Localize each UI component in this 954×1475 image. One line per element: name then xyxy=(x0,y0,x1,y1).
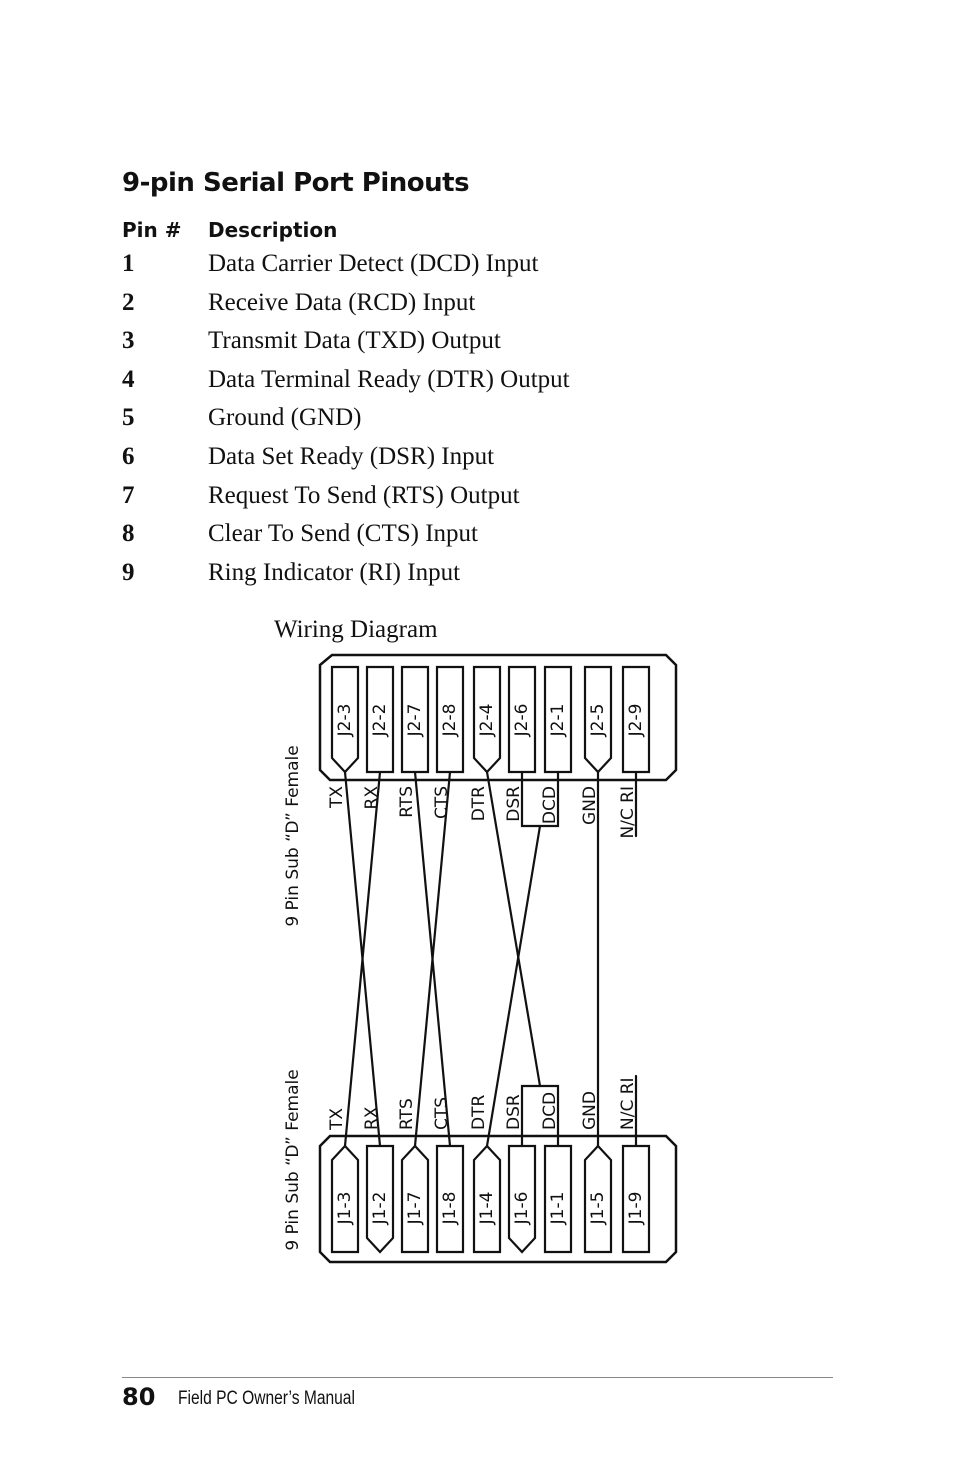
wiring-diagram xyxy=(270,645,690,1275)
top-signal-label: N/C RI xyxy=(618,786,638,839)
bottom-signal-label: DTR xyxy=(469,1094,489,1130)
pin-number: 9 xyxy=(122,558,135,586)
bottom-pin-label: J1-5 xyxy=(588,1191,608,1225)
pin-column-header: Pin # xyxy=(122,218,182,242)
pin-description: Transmit Data (TXD) Output xyxy=(208,327,501,355)
top-pin-label: J2-1 xyxy=(548,703,568,737)
pin-description: Ground (GND) xyxy=(208,404,362,432)
bottom-signal-label: DCD xyxy=(540,1091,560,1130)
top-pin-label: J2-9 xyxy=(626,703,646,737)
table-row xyxy=(0,443,954,477)
top-pin-label: J2-5 xyxy=(588,703,608,737)
table-row xyxy=(0,327,954,361)
top-pin-label: J2-8 xyxy=(440,703,460,737)
bottom-pin-label: J1-2 xyxy=(370,1191,390,1225)
pin-number: 2 xyxy=(122,288,135,316)
page-number: 80 xyxy=(122,1383,156,1411)
top-signal-label: CTS xyxy=(432,786,452,820)
bottom-signal-label: CTS xyxy=(432,1096,452,1130)
table-row xyxy=(0,366,954,400)
pin-number: 5 xyxy=(122,404,135,432)
pin-description: Ring Indicator (RI) Input xyxy=(208,558,461,586)
table-row xyxy=(0,250,954,284)
bottom-pin-label: J1-1 xyxy=(548,1191,568,1225)
pin-number: 4 xyxy=(122,365,135,393)
bottom-signal-label: RX xyxy=(362,1106,382,1130)
table-row xyxy=(0,482,954,516)
top-signal-label: RTS xyxy=(397,786,417,818)
top-signal-label: DSR xyxy=(504,786,524,822)
pin-description: Request To Send (RTS) Output xyxy=(208,481,520,509)
bottom-signal-label: TX xyxy=(327,1107,347,1130)
top-signal-label: TX xyxy=(327,786,347,809)
bottom-pin-label: J1-3 xyxy=(335,1191,355,1225)
bottom-pin-label: J1-7 xyxy=(405,1191,425,1225)
pin-number: 3 xyxy=(122,327,135,355)
bottom-pin-label: J1-6 xyxy=(512,1191,532,1225)
top-signal-label: DCD xyxy=(540,786,560,825)
manual-title: Field PC Owner’s Manual xyxy=(178,1388,355,1409)
pin-description: Data Carrier Detect (DCD) Input xyxy=(208,250,539,277)
top-signal-label: RX xyxy=(362,786,382,810)
top-pin-label: J2-6 xyxy=(512,703,532,737)
diagram-caption: Wiring Diagram xyxy=(274,616,438,643)
table-row xyxy=(0,520,954,554)
pin-number: 7 xyxy=(122,481,135,509)
bottom-signal-label: N/C RI xyxy=(618,1077,638,1130)
top-pin-label: J2-3 xyxy=(335,703,355,737)
table-row xyxy=(0,289,954,323)
table-row xyxy=(0,404,954,438)
bottom-pin-label: J1-9 xyxy=(626,1191,646,1225)
top-pin-label: J2-4 xyxy=(477,703,497,737)
bottom-signal-label: DSR xyxy=(504,1094,524,1130)
pin-description: Data Set Ready (DSR) Input xyxy=(208,443,495,470)
pin-number: 6 xyxy=(122,443,135,470)
pin-description: Clear To Send (CTS) Input xyxy=(208,520,478,548)
bottom-pin-label: J1-8 xyxy=(440,1191,460,1225)
bottom-signal-label: RTS xyxy=(397,1098,417,1130)
pin-number: 1 xyxy=(122,250,135,277)
table-row xyxy=(0,559,954,593)
top-pin-label: J2-2 xyxy=(370,703,390,737)
top-signal-label: DTR xyxy=(469,786,489,822)
pin-number: 8 xyxy=(122,520,135,548)
pin-description: Receive Data (RCD) Input xyxy=(208,288,476,316)
bottom-pin-label: J1-4 xyxy=(477,1191,497,1225)
bottom-connector-label: 9 Pin Sub “D” Female xyxy=(283,1069,303,1251)
top-connector-label: 9 Pin Sub “D” Female xyxy=(283,745,303,927)
bottom-signal-label: GND xyxy=(580,1091,600,1130)
pin-description: Data Terminal Ready (DTR) Output xyxy=(208,365,570,393)
section-title: 9-pin Serial Port Pinouts xyxy=(122,168,470,198)
top-pin-label: J2-7 xyxy=(405,703,425,737)
description-column-header: Description xyxy=(208,218,338,242)
top-signal-label: GND xyxy=(580,786,600,825)
footer-divider xyxy=(122,1377,833,1378)
